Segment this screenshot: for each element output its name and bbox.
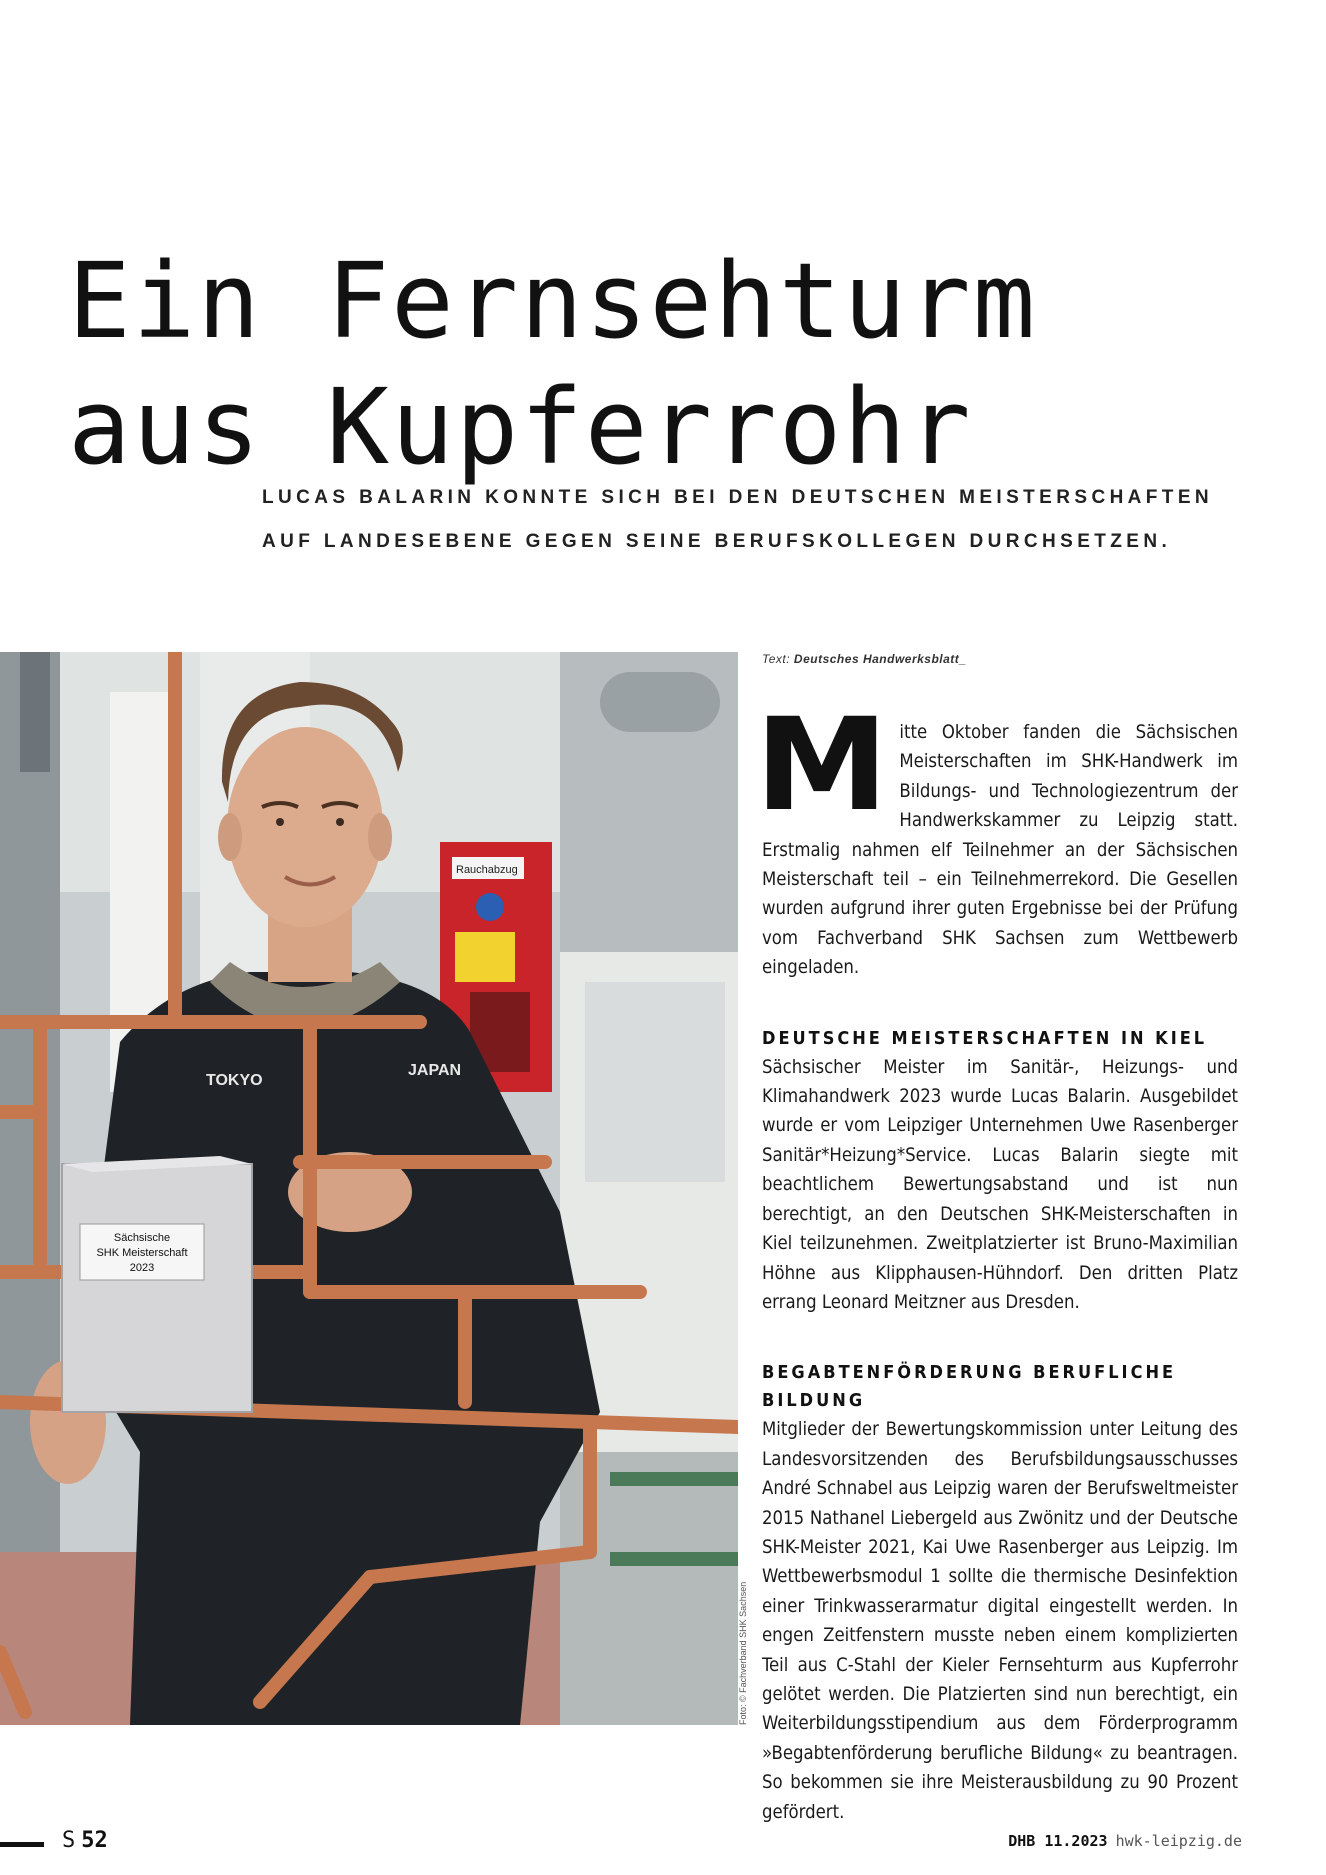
byline-author: Deutsches Handwerksblatt_ (793, 652, 967, 666)
section-text-begabtenfoerderung: Mitglieder der Bewertungskommission unter Leitung des Landesvorsitzenden des Berufsbildungsausschusses André Schnabel aus Leipzig waren der Berufsweltmeister 2015 Nathanel Liebergeld aus Zwönitz und der Deutsche SHK-Meister 2021, Kai Uwe Rasenberger aus Leipzig. Im Wettbewerbsmodul 1 sollte die thermische Desinfektion einer Trinkwasserarmatur digital eingestellt werden. In engen Zeitfenstern musste neben einem komplizierten Teil aus C-Stahl der Kieler Fernsehturm aus Kupferrohr gelötet werden. Die Platzierten sind nun berechtigt, ein Weiterbildungsstipendium aus dem Förderprogramm »Begabtenförderung berufliche Bildung« zu beantragen. So bekommen sie ihre Meisterausbildung zu 90 Prozent gefördert. (762, 1419, 1238, 1823)
subtitle-line-1: LUCAS BALARIN KONNTE SICH BEI DEN DEUTSCHEN MEISTERSCHAFTEN (262, 487, 1214, 508)
page-number (62, 1828, 108, 1853)
section-heading-kiel: DEUTSCHE MEISTERSCHAFTEN IN KIEL (762, 1027, 1208, 1049)
page-number-value: 52 (81, 1828, 108, 1853)
issue-label: DHB 11.2023 (1008, 1832, 1108, 1850)
photo-credit: Foto: © Fachverband SHK Sachsen (738, 1581, 748, 1725)
section-heading-begabtenfoerderung: BEGABTENFÖRDERUNG BERUFLICHE BILDUNG (762, 1362, 1177, 1412)
footer-rule (0, 1842, 44, 1847)
article-body (754, 691, 1238, 1827)
headline-line-2: aus Kupferrohr (68, 366, 973, 488)
byline (762, 652, 966, 666)
subtitle-line-2: AUF LANDESEBENE GEGEN SEINE BERUFSKOLLEGEN DURCHSETZEN. (262, 531, 1172, 552)
headline (68, 238, 1268, 490)
box-label-line-2: SHK Meisterschaft (96, 1247, 188, 1259)
footer-info (1008, 1832, 1242, 1850)
subtitle (262, 476, 1214, 564)
headline-line-1: Ein Fernsehturm (68, 240, 1038, 362)
box-label-line-3: 2023 (129, 1262, 155, 1274)
hoodie-print-right: JAPAN (408, 1062, 462, 1079)
photo-sign-text: Rauchabzug (456, 864, 518, 876)
website-link[interactable]: hwk-leipzig.de (1115, 1832, 1242, 1850)
article-photo (0, 652, 738, 1725)
page-prefix: S (62, 1828, 76, 1853)
dropcap: M (754, 691, 889, 840)
article-intro-text: itte Oktober fanden die Sächsischen Meisterschaften im SHK-Handwerk im Bildungs- und Technologiezentrum der Handwerkskammer zu Leipzig statt. Erstmalig nahmen elf Teilnehmer an der Sächsischen Meisterschaft teil – ein Teilnehmerrekord. Die Gesellen wurden aufgrund ihrer guten Ergebnisse bei der Prüfung vom Fachverband SHK Sachsen zum Wettbewerb eingeladen. (762, 722, 1238, 979)
byline-label: Text: (762, 652, 791, 666)
photo-illustration (0, 652, 738, 1725)
article-intro (754, 691, 1238, 983)
hoodie-print-left: TOKYO (206, 1072, 263, 1089)
box-label-line-1: Sächsische (113, 1232, 171, 1244)
section-text-kiel: Sächsischer Meister im Sanitär-, Heizungs- und Klimahandwerk 2023 wurde Lucas Balarin. Ausgebildet wurde er vom Leipziger Unternehmen Uwe Rasenberger Sanitär*Heizung*Service. Lucas Balarin siegte mit beachtlichem Bewertungsabstand und ist nun berechtigt, an den Deutschen SHK-Meisterschaften in Kiel teilzunehmen. Zweitplatzierter ist Bruno-Maximilian Höhne aus Klipphausen-Hühndorf. Den dritten Platz errang Leonard Meitzner aus Dresden. (762, 1056, 1238, 1313)
